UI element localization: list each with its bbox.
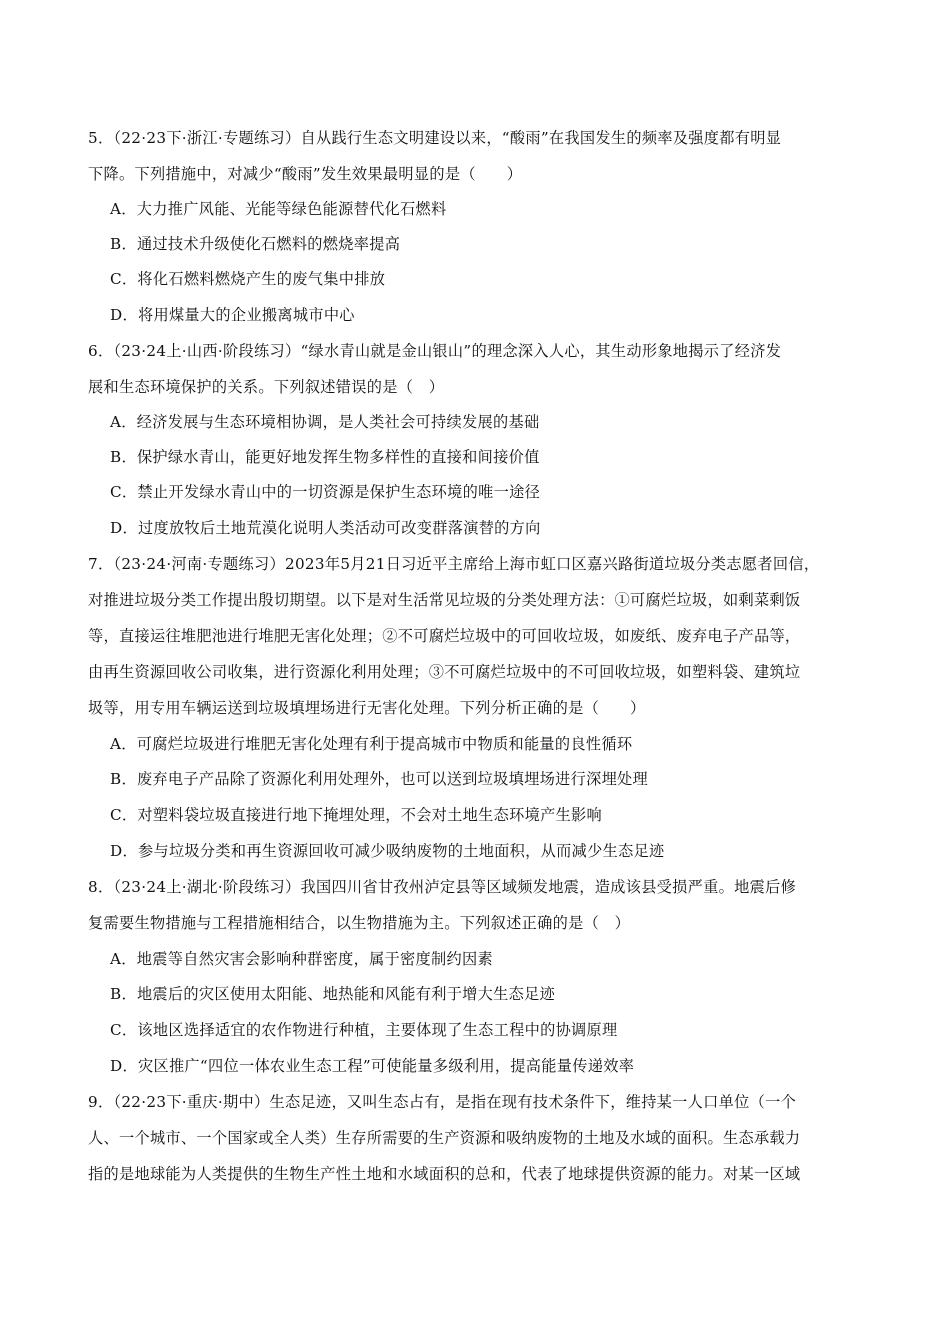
q9-stem-line-1: 9．（22·23下·重庆·期中）生态足迹，又叫生态占有，是指在现有技术条件下，维持某一人口单位（一个 <box>88 1093 797 1111</box>
q5-option-b: B．通过技术升级使化石燃料的燃烧率提高 <box>110 235 401 253</box>
q5-stem-line-1: 5．（22·23下·浙江·专题练习）自从践行生态文明建设以来，“酸雨”在我国发生的频率及强度都有明显 <box>88 129 782 147</box>
q5-option-c: C．将化石燃料燃烧产生的废气集中排放 <box>110 270 386 288</box>
q7-stem-line-4: 由再生资源回收公司收集，进行资源化利用处理；③不可腐烂垃圾中的不可回收垃圾，如塑料袋、建筑垃 <box>88 663 801 681</box>
q6-option-b: B．保护绿水青山，能更好地发挥生物多样性的直接和间接价值 <box>110 448 540 466</box>
q8-option-b: B．地震后的灾区使用太阳能、地热能和风能有利于增大生态足迹 <box>110 985 556 1003</box>
q7-stem-line-2: 对推进垃圾分类工作提出殷切期望。以下是对生活常见垃圾的分类处理方法：①可腐烂垃圾，如剩菜剩饭 <box>88 591 801 609</box>
q5-option-d: D．将用煤量大的企业搬离城市中心 <box>110 306 355 324</box>
q8-stem-line-1: 8．（23·24上·湖北·阶段练习）我国四川省甘孜州泸定县等区域频发地震，造成该县受损严重。地震后修 <box>88 878 797 896</box>
q5-stem-line-2: 下降。下列措施中，对减少“酸雨”发生效果最明显的是（ ） <box>88 165 523 183</box>
q6-stem-line-1: 6．（23·24上·山西·阶段练习）“绿水青山就是金山银山”的理念深入人心，其生动形象地揭示了经济发 <box>88 342 782 360</box>
q7-option-a: A．可腐烂垃圾进行堆肥无害化处理有利于提高城市中物质和能量的良性循环 <box>110 735 633 753</box>
q6-option-a: A．经济发展与生态环境相协调，是人类社会可持续发展的基础 <box>110 413 540 431</box>
q7-option-d: D．参与垃圾分类和再生资源回收可减少吸纳废物的土地面积，从而减少生态足迹 <box>110 842 665 860</box>
q8-option-d: D．灾区推广“四位一体农业生态工程”可使能量多级利用，提高能量传递效率 <box>110 1057 635 1075</box>
q6-stem-line-2: 展和生态环境保护的关系。下列叙述错误的是（ ） <box>88 378 445 396</box>
q8-option-a: A．地震等自然灾害会影响种群密度，属于密度制约因素 <box>110 950 493 968</box>
q8-option-c: C．该地区选择适宜的农作物进行种植，主要体现了生态工程中的协调原理 <box>110 1021 618 1039</box>
q9-stem-line-2: 人、一个城市、一个国家或全人类）生存所需要的生产资源和吸纳废物的土地及水域的面积。生态承载力 <box>88 1129 801 1147</box>
q7-stem-line-5: 圾等，用专用车辆运送到垃圾填埋场进行无害化处理。下列分析正确的是（ ） <box>88 699 646 717</box>
q6-option-d: D．过度放牧后土地荒漠化说明人类活动可改变群落演替的方向 <box>110 519 541 537</box>
q9-stem-line-3: 指的是地球能为人类提供的生物生产性土地和水域面积的总和，代表了地球提供资源的能力。对某一区域 <box>88 1165 801 1183</box>
q5-option-a: A．大力推广风能、光能等绿色能源替代化石燃料 <box>110 200 447 218</box>
q7-stem-line-3: 等，直接运往堆肥池进行堆肥无害化处理；②不可腐烂垃圾中的可回收垃圾，如废纸、废弃电子产品等， <box>88 627 801 645</box>
q7-option-c: C．对塑料袋垃圾直接进行地下掩埋处理，不会对土地生态环境产生影响 <box>110 806 603 824</box>
q8-stem-line-2: 复需要生物措施与工程措施相结合，以生物措施为主。下列叙述正确的是（ ） <box>88 914 631 932</box>
q7-option-b: B．废弃电子产品除了资源化利用处理外，也可以送到垃圾填埋场进行深埋处理 <box>110 770 649 788</box>
q7-stem-line-1: 7．（23·24·河南·专题练习）2023年5月21日习近平主席给上海市虹口区嘉兴路街道垃圾分类志愿者回信， <box>88 555 820 573</box>
q6-option-c: C．禁止开发绿水青山中的一切资源是保护生态环境的唯一途径 <box>110 483 541 501</box>
